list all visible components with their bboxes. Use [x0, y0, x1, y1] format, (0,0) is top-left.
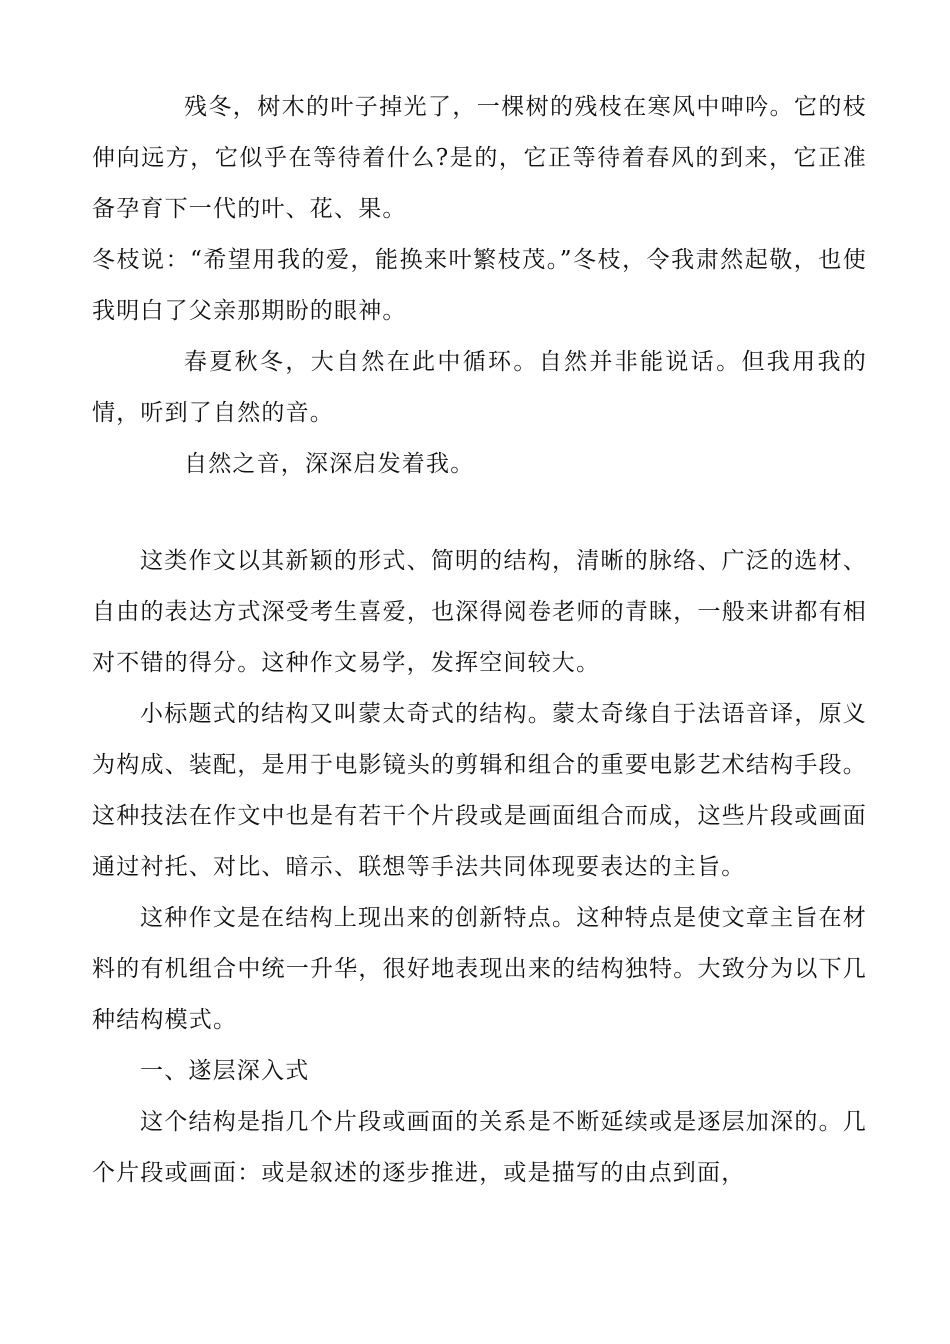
paragraph-winter-branch: 残冬，树木的叶子掉光了，一棵树的残枝在寒风中呻吟。它的枝伸向远方，它似乎在等待着什么?是的，它正等待着春风的到来，它正准备孕育下一代的叶、花、果。	[92, 94, 867, 222]
paragraph-nature-sound: 自然之音，深深启发着我。	[184, 451, 475, 477]
paragraph-innovation: 这种作文是在结构上现出来的创新特点。这种特点是使文章主旨在材料的有机组合中统一升华，很好地表现出来的结构独特。大致分为以下几种结构模式。	[92, 905, 867, 1033]
paragraph-montage-structure: 小标题式的结构又叫蒙太奇式的结构。蒙太奇缘自于法语音译，原义为构成、装配，是用于电影镜头的剪辑和组合的重要电影艺术结构手段。这种技法在作文中也是有若干个片段或是画面组合而成，这些片段或画面通过衬托、对比、暗示、联想等手法共同体现要表达的主旨。	[92, 701, 867, 880]
document-page	[92, 82, 867, 1199]
section-gap	[92, 490, 867, 536]
paragraph-essay-type: 这类作文以其新颖的形式、简明的结构，清晰的脉络、广泛的选材、自由的表达方式深受考生喜爱，也深得阅卷老师的青睐，一般来讲都有相对不错的得分。这种作文易学，发挥空间较大。	[92, 548, 867, 676]
paragraph-four-seasons: 春夏秋冬，大自然在此中循环。自然并非能说话。但我用我的情，听到了自然的音。	[92, 349, 867, 426]
section-heading-progressive: 一、遂层深入式	[140, 1058, 310, 1084]
paragraph-winter-branch-quote: 冬枝说：“希望用我的爱，能换来叶繁枝茂。”冬枝，令我肃然起敬，也使我明白了父亲那期盼的眼神。	[92, 247, 867, 324]
paragraph-progressive-structure: 这个结构是指几个片段或画面的关系是不断延续或是逐层加深的。几个片段或画面：或是叙述的逐步推进，或是描写的由点到面，	[92, 1109, 867, 1186]
